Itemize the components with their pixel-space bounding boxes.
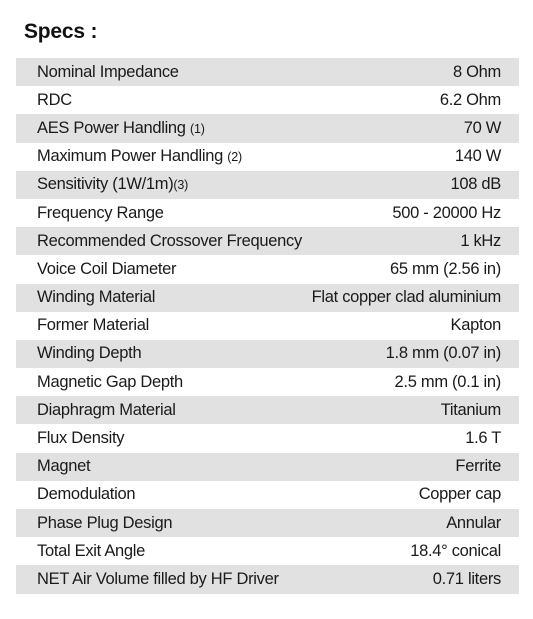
spec-value: Titanium xyxy=(440,400,501,419)
spec-label: Voice Coil Diameter xyxy=(37,259,177,278)
spec-label: Nominal Impedance xyxy=(37,62,179,81)
spec-value: 65 mm (2.56 in) xyxy=(389,259,501,278)
table-row xyxy=(16,199,519,227)
spec-value: 18.4° conical xyxy=(410,541,501,560)
spec-value: 140 W xyxy=(454,147,501,166)
table-row xyxy=(16,284,519,312)
spec-label: Diaphragm Material xyxy=(37,400,176,419)
spec-value: Annular xyxy=(446,513,501,532)
table-row xyxy=(16,396,519,424)
spec-label: Magnetic Gap Depth xyxy=(37,372,183,391)
spec-label: Sensitivity (1W/1m)(3) xyxy=(37,175,189,194)
spec-value: 500 - 20000 Hz xyxy=(392,203,501,222)
specs-table xyxy=(16,58,519,594)
spec-label: Magnet xyxy=(37,457,91,476)
spec-label: Flux Density xyxy=(37,429,125,448)
table-row xyxy=(16,509,519,537)
table-row xyxy=(16,537,519,565)
spec-label: RDC xyxy=(37,90,72,109)
table-row xyxy=(16,481,519,509)
spec-label: Total Exit Angle xyxy=(37,541,146,560)
table-row xyxy=(16,453,519,481)
spec-value: 70 W xyxy=(463,118,501,137)
spec-value: 1 kHz xyxy=(460,231,501,250)
spec-label: Maximum Power Handling (2) xyxy=(37,147,242,166)
spec-label: Frequency Range xyxy=(37,203,164,222)
table-row xyxy=(16,255,519,283)
spec-value: Flat copper clad aluminium xyxy=(311,288,501,307)
spec-value: 6.2 Ohm xyxy=(439,90,501,109)
spec-value: 1.6 T xyxy=(465,429,501,448)
table-row xyxy=(16,114,519,142)
spec-value: 0.71 liters xyxy=(432,569,501,588)
table-row xyxy=(16,565,519,593)
table-row xyxy=(16,143,519,171)
table-row xyxy=(16,171,519,199)
table-row xyxy=(16,58,519,86)
table-row xyxy=(16,312,519,340)
table-row xyxy=(16,340,519,368)
table-row xyxy=(16,424,519,452)
spec-value: 8 Ohm xyxy=(452,62,501,81)
page-title: Specs : xyxy=(24,20,98,43)
table-row xyxy=(16,368,519,396)
spec-label: Winding Material xyxy=(37,288,156,307)
spec-label: Phase Plug Design xyxy=(37,513,173,532)
table-row xyxy=(16,227,519,255)
table-row xyxy=(16,86,519,114)
spec-label: Winding Depth xyxy=(37,344,142,363)
spec-label: Demodulation xyxy=(37,485,136,504)
spec-value: 2.5 mm (0.1 in) xyxy=(394,372,501,391)
spec-label: Former Material xyxy=(37,316,149,335)
spec-value: Kapton xyxy=(450,316,501,335)
spec-value: 1.8 mm (0.07 in) xyxy=(385,344,501,363)
spec-value: Copper cap xyxy=(418,485,501,504)
spec-label: AES Power Handling (1) xyxy=(37,118,205,137)
spec-value: Ferrite xyxy=(455,457,501,476)
spec-label: Recommended Crossover Frequency xyxy=(37,231,302,250)
spec-label: NET Air Volume filled by HF Driver xyxy=(37,569,279,588)
spec-value: 108 dB xyxy=(450,175,501,194)
